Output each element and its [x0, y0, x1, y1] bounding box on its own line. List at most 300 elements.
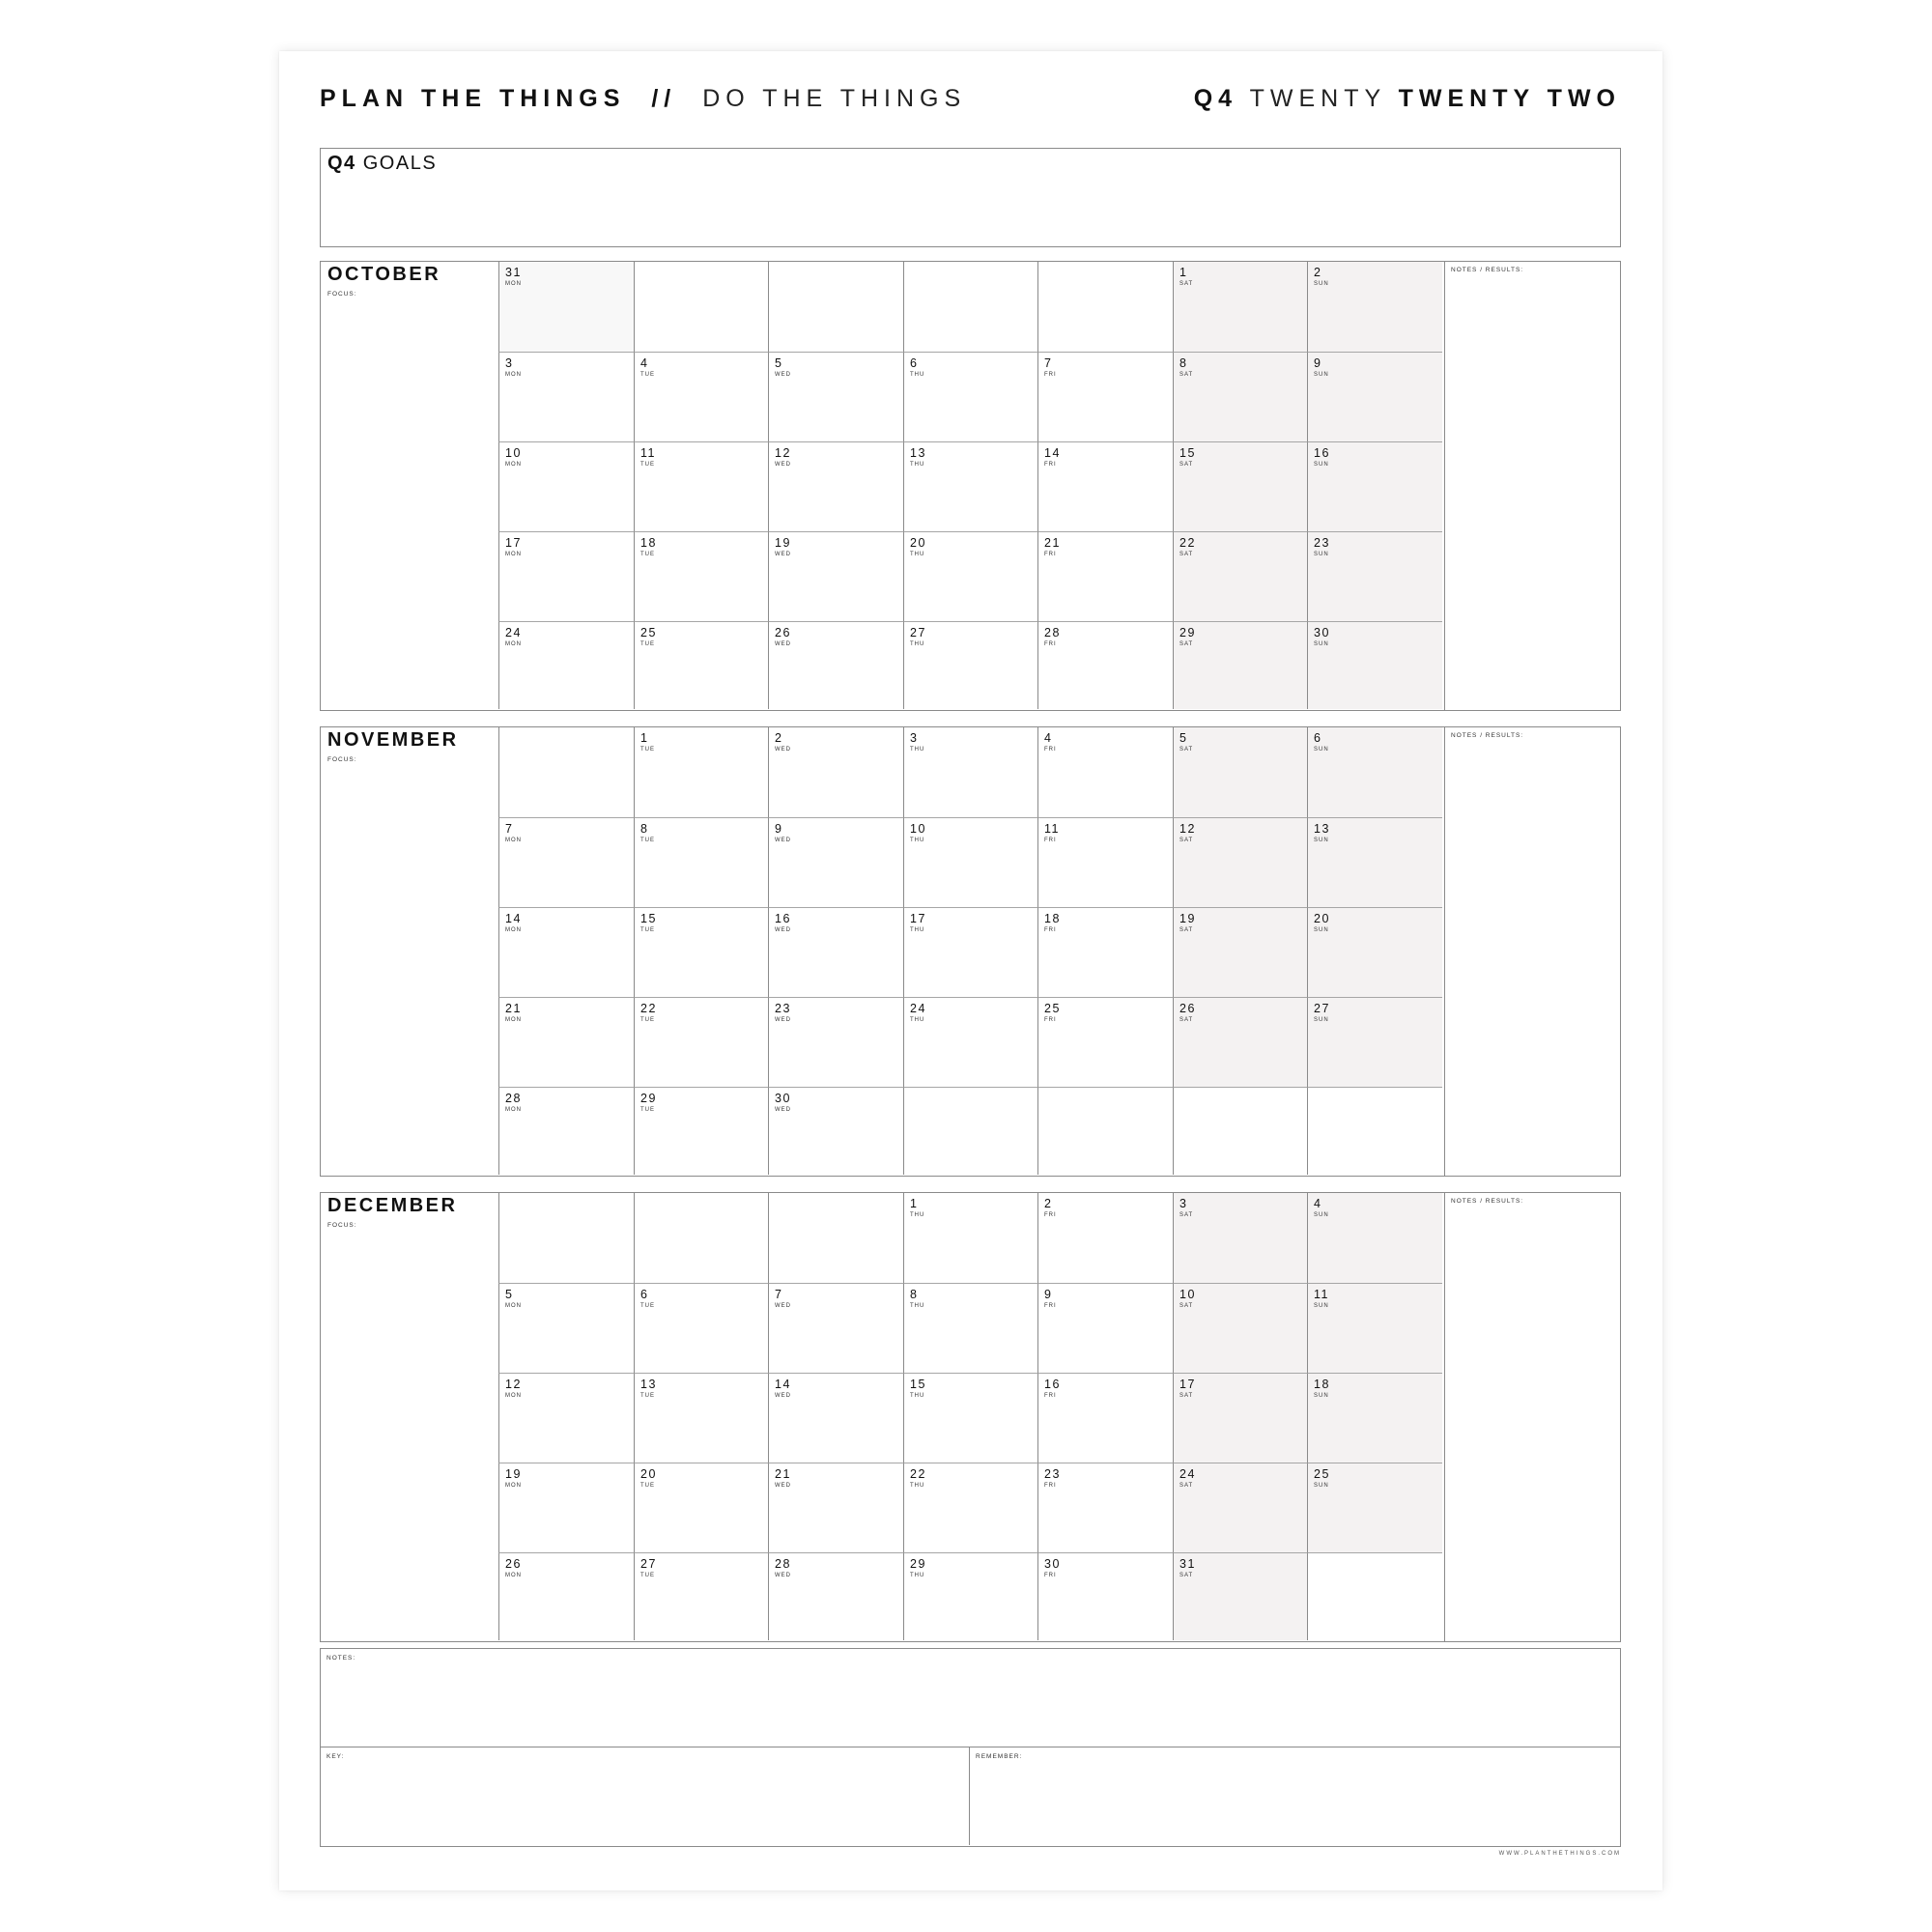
day-number: 14: [775, 1378, 791, 1391]
day-number: 25: [1314, 1467, 1330, 1481]
day-weekday: MON: [505, 838, 522, 843]
day-number: 15: [1179, 446, 1196, 460]
day-weekday: THU: [910, 462, 925, 468]
day-weekday: FRI: [1044, 372, 1057, 378]
day-number: 9: [1314, 356, 1322, 370]
day-cell[interactable]: [768, 1087, 903, 1175]
day-weekday: WED: [775, 552, 791, 557]
day-weekday: FRI: [1044, 552, 1057, 557]
day-cell[interactable]: [903, 1193, 1037, 1283]
day-number: 24: [1179, 1467, 1196, 1481]
day-number: 5: [775, 356, 783, 370]
day-number: 9: [1044, 1288, 1053, 1301]
day-weekday: SUN: [1314, 552, 1329, 557]
day-number: 2: [1044, 1197, 1053, 1210]
day-weekday: SUN: [1314, 927, 1329, 933]
day-weekday: SUN: [1314, 1212, 1329, 1218]
goals-word: GOALS: [362, 153, 438, 174]
day-weekday: THU: [910, 838, 925, 843]
day-cell[interactable]: [498, 262, 634, 352]
header-tagline: [320, 85, 966, 113]
day-number: 19: [775, 536, 791, 550]
day-weekday: SAT: [1179, 641, 1194, 647]
day-cell[interactable]: [1173, 907, 1307, 997]
day-weekday: TUE: [640, 1483, 655, 1489]
day-cell[interactable]: [498, 621, 634, 709]
day-cell[interactable]: [1173, 1283, 1307, 1373]
day-cell[interactable]: [1173, 262, 1307, 352]
notes-results-column[interactable]: [1444, 727, 1620, 1176]
day-weekday: MON: [505, 1393, 522, 1399]
header-separator: //: [651, 85, 677, 112]
day-cell[interactable]: [1307, 531, 1442, 621]
day-cell[interactable]: [768, 1463, 903, 1552]
day-cell[interactable]: [634, 621, 768, 709]
day-number: 5: [505, 1288, 514, 1301]
day-weekday: SAT: [1179, 281, 1194, 287]
day-cell[interactable]: [768, 817, 903, 907]
focus-label: FOCUS:: [327, 1222, 357, 1229]
notes-results-label: NOTES / RESULTS:: [1451, 1198, 1524, 1205]
day-cell[interactable]: [768, 1283, 903, 1373]
day-number: 16: [1314, 446, 1330, 460]
day-cell[interactable]: [1173, 1193, 1307, 1283]
day-number: 3: [910, 731, 919, 745]
day-cell[interactable]: [1037, 441, 1173, 531]
day-cell[interactable]: [768, 907, 903, 997]
day-cell[interactable]: [498, 817, 634, 907]
day-weekday: FRI: [1044, 1212, 1057, 1218]
day-weekday: TUE: [640, 1107, 655, 1113]
day-cell[interactable]: [1307, 1087, 1442, 1175]
day-number: 29: [910, 1557, 926, 1571]
day-cell[interactable]: [903, 621, 1037, 709]
day-number: 6: [1314, 731, 1322, 745]
day-cell[interactable]: [1037, 907, 1173, 997]
day-weekday: SAT: [1179, 1393, 1194, 1399]
day-number: 1: [910, 1197, 919, 1210]
day-cell[interactable]: [498, 727, 634, 817]
day-weekday: MON: [505, 1107, 522, 1113]
day-weekday: TUE: [640, 1017, 655, 1023]
day-number: 4: [1314, 1197, 1322, 1210]
day-weekday: MON: [505, 372, 522, 378]
day-weekday: WED: [775, 1303, 791, 1309]
day-cell[interactable]: [768, 621, 903, 709]
day-number: 28: [775, 1557, 791, 1571]
day-weekday: SAT: [1179, 1573, 1194, 1578]
day-weekday: FRI: [1044, 462, 1057, 468]
focus-label: FOCUS:: [327, 756, 357, 763]
day-cell[interactable]: [903, 1283, 1037, 1373]
day-number: 8: [910, 1288, 919, 1301]
day-cell[interactable]: [768, 262, 903, 352]
day-cell[interactable]: [1307, 907, 1442, 997]
day-cell[interactable]: [903, 531, 1037, 621]
day-cell[interactable]: [903, 997, 1037, 1087]
day-weekday: MON: [505, 281, 522, 287]
day-cell[interactable]: [1037, 727, 1173, 817]
day-number: 13: [910, 446, 926, 460]
day-number: 30: [1314, 626, 1330, 639]
day-weekday: SUN: [1314, 372, 1329, 378]
notes-area[interactable]: [321, 1649, 1620, 1747]
day-cell[interactable]: [1173, 1373, 1307, 1463]
day-weekday: WED: [775, 1393, 791, 1399]
day-cell[interactable]: [1037, 1552, 1173, 1640]
day-weekday: TUE: [640, 1573, 655, 1578]
day-number: 22: [910, 1467, 926, 1481]
month-november: [320, 726, 1621, 1177]
day-number: 6: [640, 1288, 649, 1301]
day-cell[interactable]: [903, 1463, 1037, 1552]
day-cell[interactable]: [1037, 1373, 1173, 1463]
day-cell[interactable]: [634, 262, 768, 352]
day-cell[interactable]: [1173, 817, 1307, 907]
day-weekday: SAT: [1179, 1017, 1194, 1023]
day-cell[interactable]: [1173, 1552, 1307, 1640]
day-weekday: THU: [910, 1573, 925, 1578]
day-cell[interactable]: [768, 531, 903, 621]
day-cell[interactable]: [634, 1193, 768, 1283]
day-cell[interactable]: [1037, 1463, 1173, 1552]
day-weekday: THU: [910, 1483, 925, 1489]
day-number: 3: [505, 356, 514, 370]
day-cell[interactable]: [903, 727, 1037, 817]
day-cell[interactable]: [634, 817, 768, 907]
day-number: 3: [1179, 1197, 1188, 1210]
day-weekday: SUN: [1314, 747, 1329, 753]
day-number: 10: [1179, 1288, 1196, 1301]
day-number: 26: [505, 1557, 522, 1571]
day-weekday: THU: [910, 372, 925, 378]
day-weekday: FRI: [1044, 1573, 1057, 1578]
day-number: 12: [1179, 822, 1196, 836]
day-cell[interactable]: [1037, 1087, 1173, 1175]
remember-area[interactable]: [970, 1747, 1619, 1845]
notes-results-column[interactable]: [1444, 1193, 1620, 1641]
day-number: 21: [1044, 536, 1061, 550]
day-cell[interactable]: [498, 1373, 634, 1463]
day-weekday: TUE: [640, 462, 655, 468]
day-number: 20: [1314, 912, 1330, 925]
day-weekday: WED: [775, 641, 791, 647]
day-weekday: FRI: [1044, 1483, 1057, 1489]
day-number: 26: [1179, 1002, 1196, 1015]
day-weekday: SAT: [1179, 747, 1194, 753]
day-number: 7: [505, 822, 514, 836]
day-weekday: MON: [505, 552, 522, 557]
day-weekday: SAT: [1179, 838, 1194, 843]
day-number: 28: [1044, 626, 1061, 639]
key-area[interactable]: [321, 1747, 970, 1845]
day-number: 13: [1314, 822, 1330, 836]
day-number: 10: [505, 446, 522, 460]
day-cell[interactable]: [903, 1552, 1037, 1640]
day-weekday: SUN: [1314, 281, 1329, 287]
day-weekday: THU: [910, 1393, 925, 1399]
goals-title: [327, 153, 437, 175]
day-number: 30: [1044, 1557, 1061, 1571]
day-number: 20: [640, 1467, 657, 1481]
goals-q: Q4: [327, 153, 356, 174]
day-cell[interactable]: [1307, 1552, 1442, 1640]
day-number: 17: [1179, 1378, 1196, 1391]
day-weekday: SAT: [1179, 1303, 1194, 1309]
day-number: 8: [1179, 356, 1188, 370]
day-cell[interactable]: [1173, 441, 1307, 531]
day-cell[interactable]: [1307, 621, 1442, 709]
day-number: 24: [505, 626, 522, 639]
day-cell[interactable]: [1307, 817, 1442, 907]
day-cell[interactable]: [1037, 262, 1173, 352]
day-cell[interactable]: [903, 352, 1037, 441]
day-number: 17: [910, 912, 926, 925]
day-weekday: MON: [505, 1483, 522, 1489]
day-weekday: WED: [775, 462, 791, 468]
day-number: 20: [910, 536, 926, 550]
day-weekday: TUE: [640, 641, 655, 647]
day-number: 29: [1179, 626, 1196, 639]
day-cell[interactable]: [768, 1193, 903, 1283]
day-cell[interactable]: [903, 817, 1037, 907]
day-cell[interactable]: [1173, 1463, 1307, 1552]
header-do: DO THE THINGS: [702, 85, 967, 112]
day-cell[interactable]: [634, 531, 768, 621]
day-weekday: WED: [775, 1573, 791, 1578]
day-weekday: TUE: [640, 552, 655, 557]
day-weekday: TUE: [640, 927, 655, 933]
day-number: 31: [505, 266, 522, 279]
day-cell[interactable]: [498, 531, 634, 621]
day-grid: [498, 262, 1444, 710]
day-weekday: MON: [505, 641, 522, 647]
day-cell[interactable]: [1173, 1087, 1307, 1175]
day-number: 22: [1179, 536, 1196, 550]
day-number: 4: [1044, 731, 1053, 745]
day-number: 21: [505, 1002, 522, 1015]
day-number: 21: [775, 1467, 791, 1481]
day-cell[interactable]: [768, 352, 903, 441]
month-title: NOVEMBER: [327, 729, 459, 751]
day-cell[interactable]: [1037, 352, 1173, 441]
page-header: [320, 85, 1621, 114]
day-cell[interactable]: [1173, 727, 1307, 817]
day-weekday: SAT: [1179, 462, 1194, 468]
day-weekday: FRI: [1044, 927, 1057, 933]
day-weekday: THU: [910, 552, 925, 557]
day-weekday: TUE: [640, 838, 655, 843]
day-cell[interactable]: [634, 997, 768, 1087]
day-cell[interactable]: [1307, 1193, 1442, 1283]
notes-results-label: NOTES / RESULTS:: [1451, 267, 1524, 273]
day-cell[interactable]: [1307, 1283, 1442, 1373]
day-number: 1: [1179, 266, 1188, 279]
day-weekday: MON: [505, 927, 522, 933]
day-cell[interactable]: [1037, 1283, 1173, 1373]
day-cell[interactable]: [634, 1373, 768, 1463]
day-cell[interactable]: [498, 907, 634, 997]
month-title: DECEMBER: [327, 1195, 458, 1216]
day-cell[interactable]: [768, 727, 903, 817]
day-cell[interactable]: [1307, 1463, 1442, 1552]
day-number: 7: [775, 1288, 783, 1301]
day-number: 11: [1044, 822, 1060, 836]
day-cell[interactable]: [768, 1552, 903, 1640]
day-cell[interactable]: [634, 1463, 768, 1552]
day-cell[interactable]: [1173, 531, 1307, 621]
day-cell[interactable]: [1037, 997, 1173, 1087]
day-cell[interactable]: [1307, 1373, 1442, 1463]
day-weekday: WED: [775, 838, 791, 843]
day-weekday: THU: [910, 927, 925, 933]
day-cell[interactable]: [768, 997, 903, 1087]
day-cell[interactable]: [498, 352, 634, 441]
day-number: 27: [910, 626, 926, 639]
day-cell[interactable]: [903, 262, 1037, 352]
day-number: 9: [775, 822, 783, 836]
day-cell[interactable]: [634, 1283, 768, 1373]
day-weekday: SAT: [1179, 1483, 1194, 1489]
notes-results-column[interactable]: [1444, 262, 1620, 710]
day-cell[interactable]: [1037, 1193, 1173, 1283]
day-cell[interactable]: [903, 1087, 1037, 1175]
day-cell[interactable]: [634, 907, 768, 997]
day-number: 30: [775, 1092, 791, 1105]
header-year-bold: TWENTY TWO: [1398, 85, 1621, 112]
day-weekday: FRI: [1044, 1393, 1057, 1399]
day-cell[interactable]: [1307, 262, 1442, 352]
day-cell[interactable]: [1037, 621, 1173, 709]
day-number: 14: [1044, 446, 1061, 460]
day-cell[interactable]: [634, 352, 768, 441]
day-weekday: WED: [775, 747, 791, 753]
day-number: 19: [1179, 912, 1196, 925]
day-cell[interactable]: [1173, 352, 1307, 441]
day-cell[interactable]: [498, 1193, 634, 1283]
day-weekday: THU: [910, 641, 925, 647]
day-cell[interactable]: [1307, 997, 1442, 1087]
day-cell[interactable]: [498, 997, 634, 1087]
day-weekday: SAT: [1179, 927, 1194, 933]
day-number: 18: [640, 536, 657, 550]
remember-label: REMEMBER:: [976, 1753, 1023, 1760]
day-weekday: SUN: [1314, 641, 1329, 647]
footer-url: WWW.PLANTHETHINGS.COM: [1498, 1851, 1621, 1857]
day-cell[interactable]: [1173, 621, 1307, 709]
header-q: Q4: [1193, 85, 1238, 112]
day-number: 23: [1314, 536, 1330, 550]
day-cell[interactable]: [1173, 997, 1307, 1087]
day-cell[interactable]: [768, 1373, 903, 1463]
day-weekday: MON: [505, 1017, 522, 1023]
day-number: 2: [1314, 266, 1322, 279]
day-number: 5: [1179, 731, 1188, 745]
day-weekday: SUN: [1314, 1303, 1329, 1309]
day-weekday: SAT: [1179, 552, 1194, 557]
day-weekday: FRI: [1044, 838, 1057, 843]
day-weekday: FRI: [1044, 1303, 1057, 1309]
day-grid: [498, 1193, 1444, 1641]
day-number: 11: [1314, 1288, 1329, 1301]
day-weekday: THU: [910, 1212, 925, 1218]
day-number: 28: [505, 1092, 522, 1105]
day-cell[interactable]: [634, 1552, 768, 1640]
day-cell[interactable]: [498, 1283, 634, 1373]
day-weekday: SUN: [1314, 1017, 1329, 1023]
day-number: 25: [1044, 1002, 1061, 1015]
day-cell[interactable]: [1307, 441, 1442, 531]
day-number: 31: [1179, 1557, 1196, 1571]
day-cell[interactable]: [903, 441, 1037, 531]
day-cell[interactable]: [903, 907, 1037, 997]
focus-label: FOCUS:: [327, 291, 357, 298]
day-number: 4: [640, 356, 649, 370]
day-number: 25: [640, 626, 657, 639]
day-weekday: THU: [910, 1017, 925, 1023]
day-weekday: TUE: [640, 1393, 655, 1399]
day-number: 29: [640, 1092, 657, 1105]
day-number: 24: [910, 1002, 926, 1015]
day-grid: [498, 727, 1444, 1176]
notes-results-label: NOTES / RESULTS:: [1451, 732, 1524, 739]
day-cell[interactable]: [498, 441, 634, 531]
day-cell[interactable]: [634, 441, 768, 531]
header-plan: PLAN THE THINGS: [320, 85, 626, 112]
day-cell[interactable]: [498, 1552, 634, 1640]
day-cell[interactable]: [768, 441, 903, 531]
day-weekday: FRI: [1044, 1017, 1057, 1023]
day-number: 27: [640, 1557, 657, 1571]
day-number: 11: [640, 446, 656, 460]
day-weekday: SAT: [1179, 1212, 1194, 1218]
day-cell[interactable]: [634, 727, 768, 817]
day-cell[interactable]: [1307, 727, 1442, 817]
header-year-light: TWENTY: [1249, 85, 1386, 112]
day-cell[interactable]: [634, 1087, 768, 1175]
day-cell[interactable]: [1037, 531, 1173, 621]
day-number: 12: [505, 1378, 522, 1391]
day-number: 17: [505, 536, 522, 550]
day-number: 22: [640, 1002, 657, 1015]
day-weekday: WED: [775, 1107, 791, 1113]
day-number: 12: [775, 446, 791, 460]
day-number: 15: [640, 912, 657, 925]
day-weekday: THU: [910, 747, 925, 753]
day-cell[interactable]: [498, 1463, 634, 1552]
day-weekday: MON: [505, 1573, 522, 1578]
month-title: OCTOBER: [327, 264, 441, 285]
day-cell[interactable]: [1307, 352, 1442, 441]
day-weekday: WED: [775, 1483, 791, 1489]
goals-box[interactable]: [320, 148, 1621, 247]
month-october: [320, 261, 1621, 711]
day-number: 18: [1314, 1378, 1330, 1391]
day-weekday: FRI: [1044, 641, 1057, 647]
day-weekday: TUE: [640, 372, 655, 378]
day-weekday: SUN: [1314, 1393, 1329, 1399]
day-cell[interactable]: [1037, 817, 1173, 907]
day-number: 6: [910, 356, 919, 370]
day-number: 23: [775, 1002, 791, 1015]
day-cell[interactable]: [498, 1087, 634, 1175]
day-weekday: MON: [505, 1303, 522, 1309]
day-weekday: WED: [775, 927, 791, 933]
day-weekday: MON: [505, 462, 522, 468]
day-cell[interactable]: [903, 1373, 1037, 1463]
day-number: 7: [1044, 356, 1053, 370]
day-weekday: SUN: [1314, 462, 1329, 468]
